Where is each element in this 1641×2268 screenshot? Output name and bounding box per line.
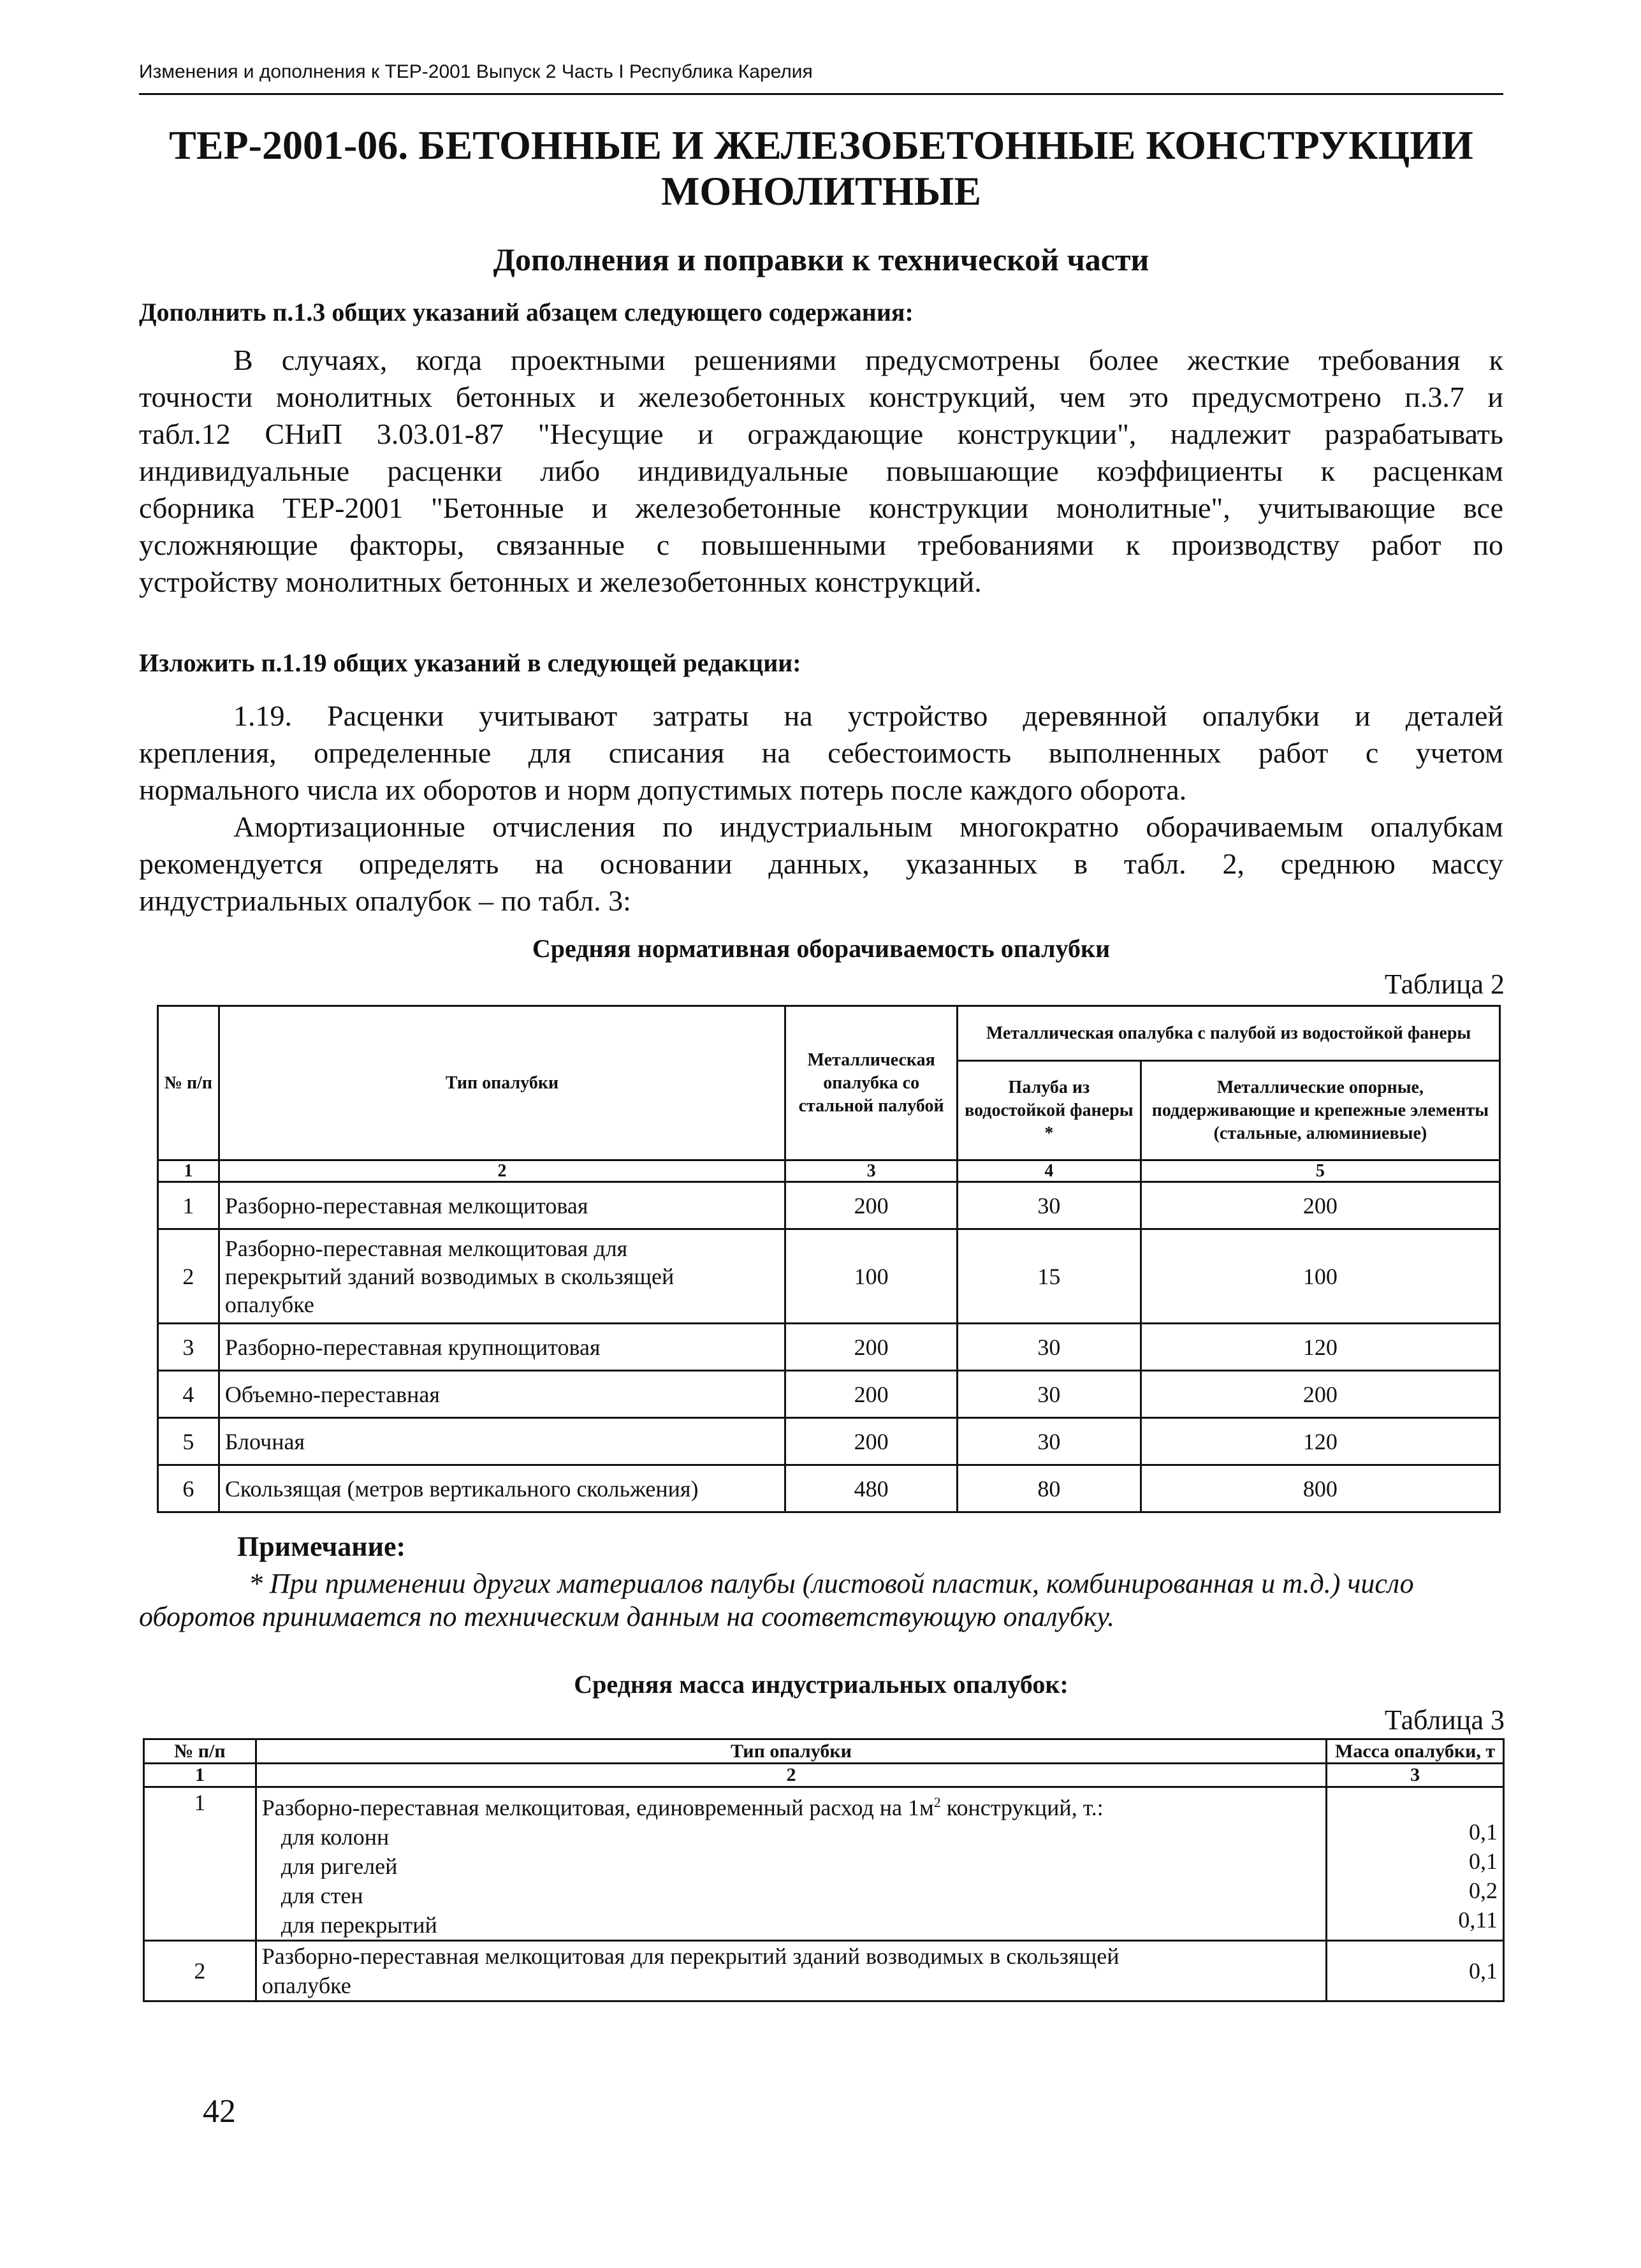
row-type: Блочная <box>219 1418 785 1465</box>
row-type <box>219 1229 785 1324</box>
paragraph-line: усложняющие факторы, связанные с повышенными требованиями к производству работ по <box>139 529 1503 561</box>
row-value: 100 <box>785 1229 958 1324</box>
paragraph-line: индивидуальные расценки либо индивидуальные повышающие коэффициенты к расценкам <box>139 455 1503 487</box>
row-value: 200 <box>785 1182 958 1229</box>
paragraph-line: рекомендуется определять на основании данных, указанных в табл. 2, среднюю массу <box>139 847 1503 880</box>
page-title-line2: МОНОЛИТНЫЕ <box>660 168 982 214</box>
page-number: 42 <box>203 2093 236 2130</box>
section1-heading: Дополнить п.1.3 общих указаний абзацем следующего содержания: <box>139 298 914 326</box>
table-row <box>158 1465 1500 1512</box>
table2-colnum: 5 <box>1141 1160 1499 1182</box>
row-number: 6 <box>158 1465 219 1512</box>
page-title-line1: ТЕР-2001-06. БЕТОННЫЕ И ЖЕЛЕЗОБЕТОННЫЕ КОНСТРУКЦИИ <box>169 122 1473 168</box>
row-type-title <box>262 1788 1320 1822</box>
row-value: 120 <box>1141 1324 1499 1371</box>
table2-header-group: Металлическая опалубка с палубой из водостойкой фанеры <box>958 1006 1500 1061</box>
table3-colnum: 1 <box>144 1764 256 1787</box>
row-type <box>256 1787 1326 1941</box>
row-type: Разборно-переставная мелкощитовая <box>219 1182 785 1229</box>
row-value: 100 <box>1141 1229 1499 1324</box>
row-value: 200 <box>785 1324 958 1371</box>
table-row <box>158 1324 1500 1371</box>
section2-paragraph1 <box>139 698 1503 808</box>
row-number: 2 <box>158 1229 219 1324</box>
row-type-line: опалубке <box>224 1291 314 1317</box>
row-type-title-text: Разборно-переставная мелкощитовая, единовременный расход на 1м <box>261 1795 934 1820</box>
paragraph-line: индустриальных опалубок – по табл. 3: <box>139 884 631 917</box>
table2-colnum: 2 <box>219 1160 785 1182</box>
row-type: Скользящая (метров вертикального скольжения) <box>219 1465 785 1512</box>
table3-header-type: Тип опалубки <box>256 1739 1326 1764</box>
row-value: 30 <box>958 1371 1141 1418</box>
superscript: 2 <box>933 1794 941 1810</box>
row-number: 4 <box>158 1371 219 1418</box>
table2-colnum: 4 <box>958 1160 1141 1182</box>
table2-header-plywood: Палуба из водостойкой фанеры * <box>958 1061 1141 1160</box>
table3-colnum: 2 <box>256 1764 1326 1787</box>
paragraph-line: крепления, определенные для списания на себестоимость выполненных работ с учетом <box>139 736 1503 769</box>
row-value: 30 <box>958 1418 1141 1465</box>
header-rule <box>139 93 1503 95</box>
row-value: 0,11 <box>1458 1907 1498 1933</box>
row-number: 5 <box>158 1418 219 1465</box>
row-value: 30 <box>958 1324 1141 1371</box>
section1-paragraph <box>139 342 1503 601</box>
row-value: 80 <box>958 1465 1141 1512</box>
table2-caption: Средняя нормативная оборачиваемость опалубки <box>532 934 1111 963</box>
row-value: 120 <box>1141 1418 1499 1465</box>
note-heading: Примечание: <box>237 1531 406 1562</box>
row-value: 0,1 <box>1469 1848 1498 1874</box>
row-value: 0,1 <box>1469 1819 1498 1845</box>
running-header: Изменения и дополнения к ТЕР-2001 Выпуск 2 Часть I Республика Карелия <box>139 61 813 82</box>
table3-colnum: 3 <box>1327 1764 1504 1787</box>
table2-header-num: № п/п <box>158 1006 219 1160</box>
table2-header-elements: Металлические опорные, поддерживающие и крепежные элементы (стальные, алюминиевые) <box>1141 1061 1499 1160</box>
row-value: 200 <box>785 1418 958 1465</box>
table-row <box>158 1229 1500 1324</box>
row-type-line: Разборно-переставная мелкощитовая для перекрытий зданий возводимых в скользящей <box>261 1943 1120 1969</box>
section2-paragraph2 <box>139 808 1503 919</box>
row-value: 800 <box>1141 1465 1499 1512</box>
row-type-line: Разборно-переставная мелкощитовая для <box>224 1235 628 1261</box>
row-number: 1 <box>144 1787 256 1941</box>
table2-label: Таблица 2 <box>1384 969 1505 1000</box>
table3-caption: Средняя масса индустриальных опалубок: <box>574 1670 1068 1699</box>
row-type <box>256 1941 1326 2001</box>
row-value: 0,2 <box>1469 1878 1498 1903</box>
row-number: 2 <box>144 1941 256 2001</box>
table-row <box>158 1371 1500 1418</box>
row-value: 30 <box>958 1182 1141 1229</box>
table2-colnum: 3 <box>785 1160 958 1182</box>
row-value: 200 <box>1141 1182 1499 1229</box>
table2-header-type: Тип опалубки <box>219 1006 785 1160</box>
row-value: 15 <box>958 1229 1141 1324</box>
note-line: * При применении других материалов палубы (листовой пластик, комбинированная и т.д.) число <box>249 1568 1414 1599</box>
row-type-line: опалубке <box>261 1973 351 1998</box>
table3 <box>143 1738 1505 2002</box>
table3-header-mass: Масса опалубки, т <box>1327 1739 1504 1764</box>
paragraph-line: нормального числа их оборотов и норм допустимых потерь после каждого оборота. <box>139 773 1187 806</box>
paragraph-line: сборника ТЕР-2001 "Бетонные и железобетонные конструкции монолитные", учитывающие все <box>139 492 1503 524</box>
note-line: оборотов принимается по техническим данным на соответствующую опалубку. <box>139 1601 1115 1632</box>
row-type: Объемно-переставная <box>219 1371 785 1418</box>
row-type-line: перекрытий зданий возводимых в скользящей <box>224 1263 675 1289</box>
table3-header-num: № п/п <box>144 1739 256 1764</box>
table-row <box>158 1182 1500 1229</box>
note-text <box>139 1567 1503 1634</box>
row-value: 200 <box>785 1371 958 1418</box>
paragraph-line: Амортизационные отчисления по индустриальным многократно оборачиваемым опалубкам <box>233 810 1503 843</box>
section2-heading: Изложить п.1.19 общих указаний в следующей редакции: <box>139 648 801 677</box>
row-subitem: для ригелей <box>281 1854 398 1879</box>
row-value: 200 <box>1141 1371 1499 1418</box>
row-type: Разборно-переставная крупнощитовая <box>219 1324 785 1371</box>
row-number: 3 <box>158 1324 219 1371</box>
row-value: 0,1 <box>1327 1941 1504 2001</box>
table3-label: Таблица 3 <box>1384 1704 1505 1736</box>
paragraph-line: устройству монолитных бетонных и железобетонных конструкций. <box>139 566 982 598</box>
paragraph-line: В случаях, когда проектными решениями предусмотрены более жесткие требования к <box>233 344 1503 376</box>
table2-header-metal: Металлическая опалубка со стальной палубой <box>785 1006 958 1160</box>
row-type-title-tail: конструкций, т.: <box>940 1795 1104 1820</box>
paragraph-line: табл.12 СНиП 3.03.01-87 "Несущие и ограждающие конструкции", надлежит разрабатывать <box>139 418 1503 450</box>
row-values <box>1327 1787 1504 1941</box>
row-subitem: для перекрытий <box>281 1912 437 1938</box>
paragraph-line: 1.19. Расценки учитывают затраты на устройство деревянной опалубки и деталей <box>233 699 1503 732</box>
table-row <box>144 1941 1504 2001</box>
table2-colnum: 1 <box>158 1160 219 1182</box>
table2 <box>157 1005 1501 1513</box>
table-row <box>158 1418 1500 1465</box>
table-row <box>144 1787 1504 1941</box>
row-subitem: для колонн <box>281 1824 390 1850</box>
row-value: 480 <box>785 1465 958 1512</box>
row-subitem: для стен <box>281 1883 363 1908</box>
row-number: 1 <box>158 1182 219 1229</box>
paragraph-line: точности монолитных бетонных и железобетонных конструкций, чем это предусмотрено п.3.7 и <box>139 381 1503 413</box>
section-subtitle: Дополнения и поправки к технической части <box>493 242 1149 277</box>
